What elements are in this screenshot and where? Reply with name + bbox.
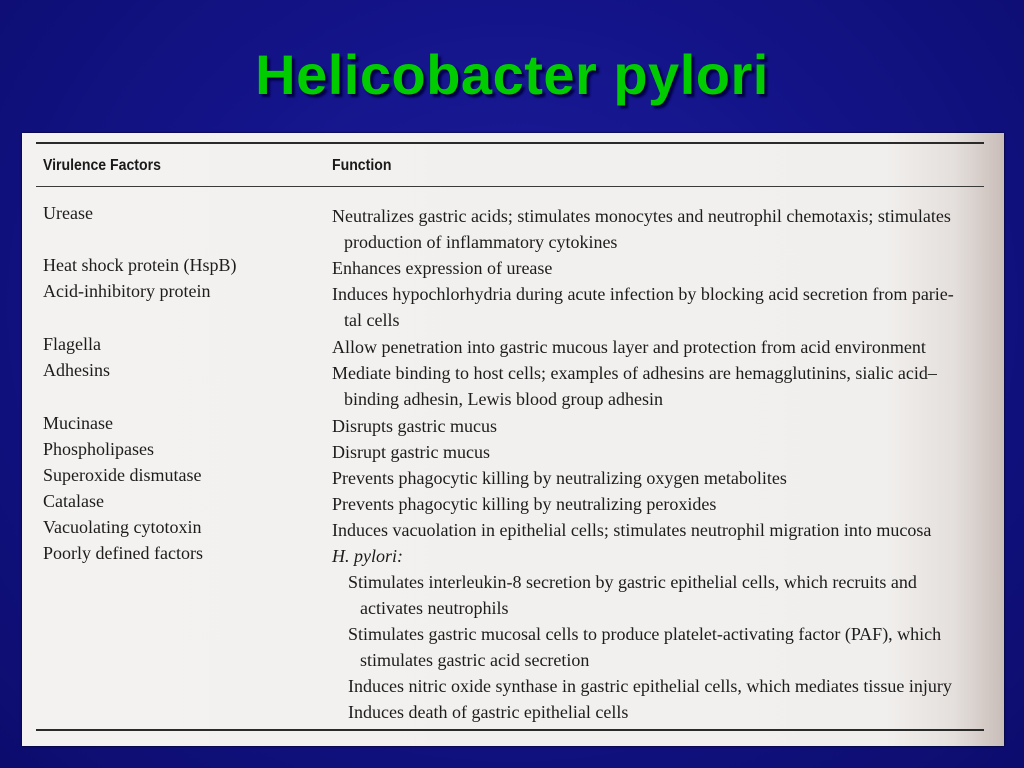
function-phospholipases: [332, 439, 992, 465]
header-virulence-factors: Virulence Factors: [43, 157, 161, 174]
factor-catalase: Catalase: [43, 491, 104, 511]
function-heat-shock-protein: [332, 255, 992, 281]
virulence-factors-table: [22, 133, 1004, 746]
table-bottom-rule: [36, 729, 984, 731]
slide-title: Helicobacter pylori: [255, 43, 769, 106]
function-mucinase: [332, 413, 992, 439]
function-item-line: activates neutrophils: [360, 598, 509, 618]
table-top-rule: [36, 142, 984, 144]
factor-flagella: Flagella: [43, 334, 101, 354]
factor-adhesins: Adhesins: [43, 360, 110, 380]
factor-phospholipases: Phospholipases: [43, 439, 155, 459]
factor-heat-shock-protein: Heat shock protein (HspB): [43, 255, 237, 275]
function-item-line: Stimulates gastric mucosal cells to produce platelet-activating factor (PAF), which: [348, 624, 942, 644]
function-acid-inhibitory-protein: [332, 281, 992, 333]
function-line: tal cells: [344, 310, 400, 330]
function-line: Induces vacuolation in epithelial cells; stimulates neutrophil migration into mucosa: [332, 520, 932, 540]
factor-acid-inhibitory-protein: Acid-inhibitory protein: [43, 281, 211, 301]
function-catalase: [332, 491, 992, 517]
function-adhesins: [332, 360, 992, 412]
function-line: Neutralizes gastric acids; stimulates monocytes and neutrophil chemotaxis; stimulates: [332, 206, 951, 226]
function-line: Prevents phagocytic killing by neutralizing peroxides: [332, 494, 717, 514]
factor-urease: Urease: [43, 203, 93, 223]
function-line: Disrupt gastric mucus: [332, 442, 490, 462]
function-intro: H. pylori:: [332, 546, 403, 566]
function-superoxide-dismutase: [332, 465, 992, 491]
function-line: binding adhesin, Lewis blood group adhesin: [344, 389, 663, 409]
factor-vacuolating-cytotoxin: Vacuolating cytotoxin: [43, 517, 202, 537]
header-function: Function: [332, 157, 392, 174]
function-urease: [332, 203, 992, 255]
function-line: Mediate binding to host cells; examples of adhesins are hemagglutinins, sialic acid–: [332, 363, 937, 383]
function-vacuolating-cytotoxin: [332, 517, 992, 543]
function-item-line: stimulates gastric acid secretion: [360, 650, 590, 670]
function-line: production of inflammatory cytokines: [344, 232, 618, 252]
function-item-line: Stimulates interleukin-8 secretion by gastric epithelial cells, which recruits and: [348, 572, 917, 592]
factor-superoxide-dismutase: Superoxide dismutase: [43, 465, 202, 485]
function-item-line: Induces death of gastric epithelial cells: [348, 702, 629, 722]
function-line: Prevents phagocytic killing by neutralizing oxygen metabolites: [332, 468, 787, 488]
function-line: Induces hypochlorhydria during acute infection by blocking acid secretion from parie-: [332, 284, 954, 304]
function-item-line: Induces nitric oxide synthase in gastric epithelial cells, which mediates tissue injury: [348, 676, 952, 696]
function-line: Enhances expression of urease: [332, 258, 553, 278]
function-line: Allow penetration into gastric mucous layer and protection from acid environment: [332, 337, 926, 357]
function-line: Disrupts gastric mucus: [332, 416, 497, 436]
function-flagella: [332, 334, 992, 360]
factor-mucinase: Mucinase: [43, 413, 113, 433]
function-poorly-defined-factors: [332, 543, 992, 725]
factor-poorly-defined-factors: Poorly defined factors: [43, 543, 203, 563]
table-header-rule: [36, 186, 984, 187]
